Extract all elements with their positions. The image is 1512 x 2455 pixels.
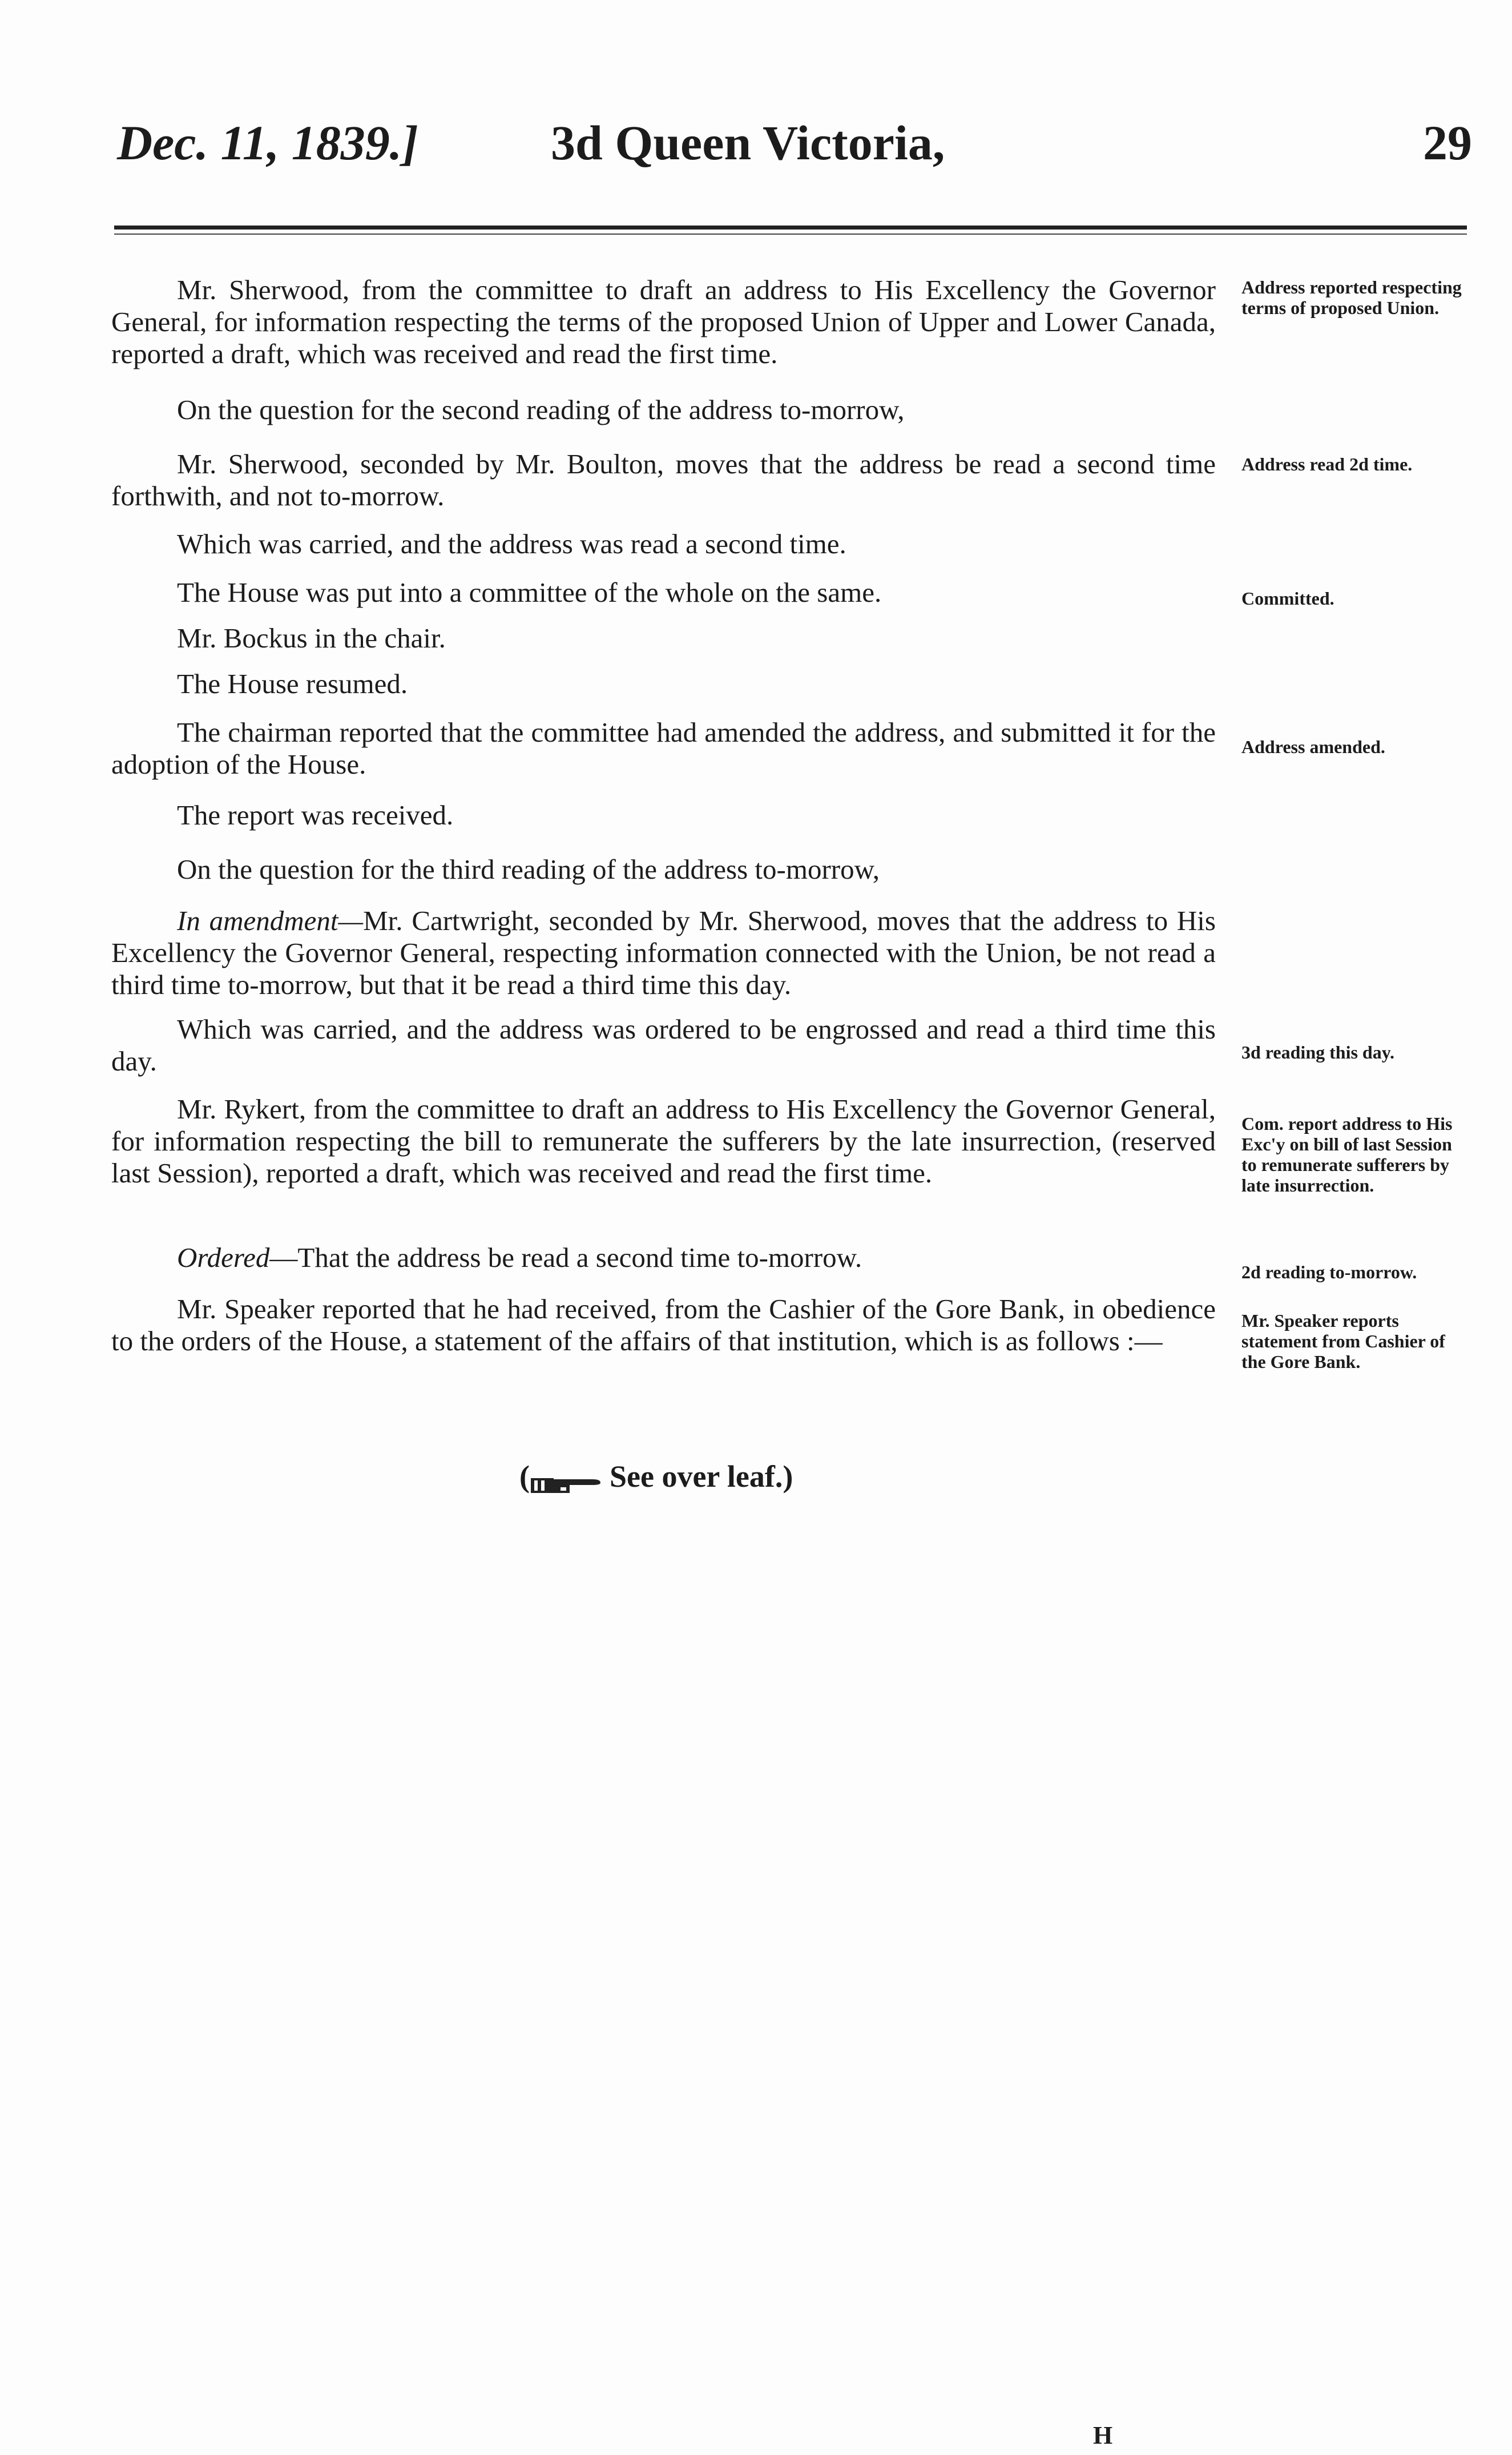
amendment-text: Mr. Cartwright, seconded by Mr. Sherwood, moves that the address to His Excellency the Governor General, respecting information connected with the Union, be not read a third time to-morrow, but that it be read a third time this day. bbox=[111, 905, 1216, 1000]
signature-mark: H bbox=[1093, 2421, 1113, 2449]
paragraph-2: On the question for the second reading of the address to-morrow, bbox=[177, 394, 905, 425]
paragraph-10: On the question for the third reading of the address to-morrow, bbox=[177, 854, 880, 885]
header-rule-thick bbox=[114, 226, 1467, 230]
paragraph-12: Which was carried, and the address was ordered to be engrossed and read a third time this day. bbox=[111, 1013, 1216, 1077]
paragraph-4: Which was carried, and the address was read a second time. bbox=[177, 528, 846, 560]
paragraph-14 bbox=[111, 1242, 1216, 1274]
margin-note-7: 2d reading to-morrow. bbox=[1241, 1262, 1417, 1282]
margin-note-8: Mr. Speaker reports statement from Cashier of the Gore Bank. bbox=[1241, 1310, 1445, 1372]
margin-note-3: Committed. bbox=[1241, 588, 1334, 609]
see-over-leaf bbox=[519, 1459, 793, 1494]
paragraph-3: Mr. Sherwood, seconded by Mr. Boulton, moves that the address be read a second time forthwith, and not to-morrow. bbox=[111, 448, 1216, 512]
margin-note-1: Address reported respecting terms of proposed Union. bbox=[1241, 277, 1462, 318]
paragraph-15: Mr. Speaker reported that he had received, from the Cashier of the Gore Bank, in obedience to the orders of the House, a statement of the affairs of that institution, which is as follows :— bbox=[111, 1293, 1216, 1357]
paragraph-5: The House was put into a committee of the whole on the same. bbox=[177, 577, 882, 608]
see-over-paren: ( bbox=[519, 1459, 530, 1494]
see-over-text: See over leaf.) bbox=[609, 1459, 793, 1494]
paragraph-7: The House resumed. bbox=[177, 668, 408, 699]
pointing-hand-icon bbox=[530, 1468, 604, 1491]
margin-note-6: Com. report address to His Exc'y on bill of last Session to remunerate sufferers by late insurrection. bbox=[1241, 1113, 1453, 1196]
paragraph-8: The chairman reported that the committee had amended the address, and submitted it for the adoption of the House. bbox=[111, 717, 1216, 780]
paragraph-1: Mr. Sherwood, from the committee to draft an address to His Excellency the Governor General, for information respecting the terms of the proposed Union of Upper and Lower Canada, reported a draft, which was received and read the first time. bbox=[111, 274, 1216, 369]
page-number: 29 bbox=[1423, 115, 1472, 170]
ordered-text: —That the address be read a second time to-morrow. bbox=[269, 1242, 862, 1273]
paragraph-11 bbox=[111, 905, 1216, 1001]
header-date: Dec. 11, 1839.] bbox=[117, 115, 418, 170]
margin-note-4: Address amended. bbox=[1241, 736, 1385, 757]
paragraph-9: The report was received. bbox=[177, 799, 454, 831]
paragraph-6: Mr. Bockus in the chair. bbox=[177, 622, 446, 654]
ordered-lead: Ordered bbox=[177, 1242, 270, 1273]
header-title: 3d Queen Victoria, bbox=[551, 115, 945, 170]
amendment-lead: In amendment— bbox=[177, 905, 364, 936]
margin-note-5: 3d reading this day. bbox=[1241, 1042, 1394, 1063]
paragraph-13: Mr. Rykert, from the committee to draft an address to His Excellency the Governor General, for information respecting the bill to remunerate the sufferers by the late insurrection, (reserved last Session), reported a draft, which was received and read the first time. bbox=[111, 1093, 1216, 1189]
header-rule-thin bbox=[114, 234, 1467, 235]
margin-note-2: Address read 2d time. bbox=[1241, 454, 1413, 474]
